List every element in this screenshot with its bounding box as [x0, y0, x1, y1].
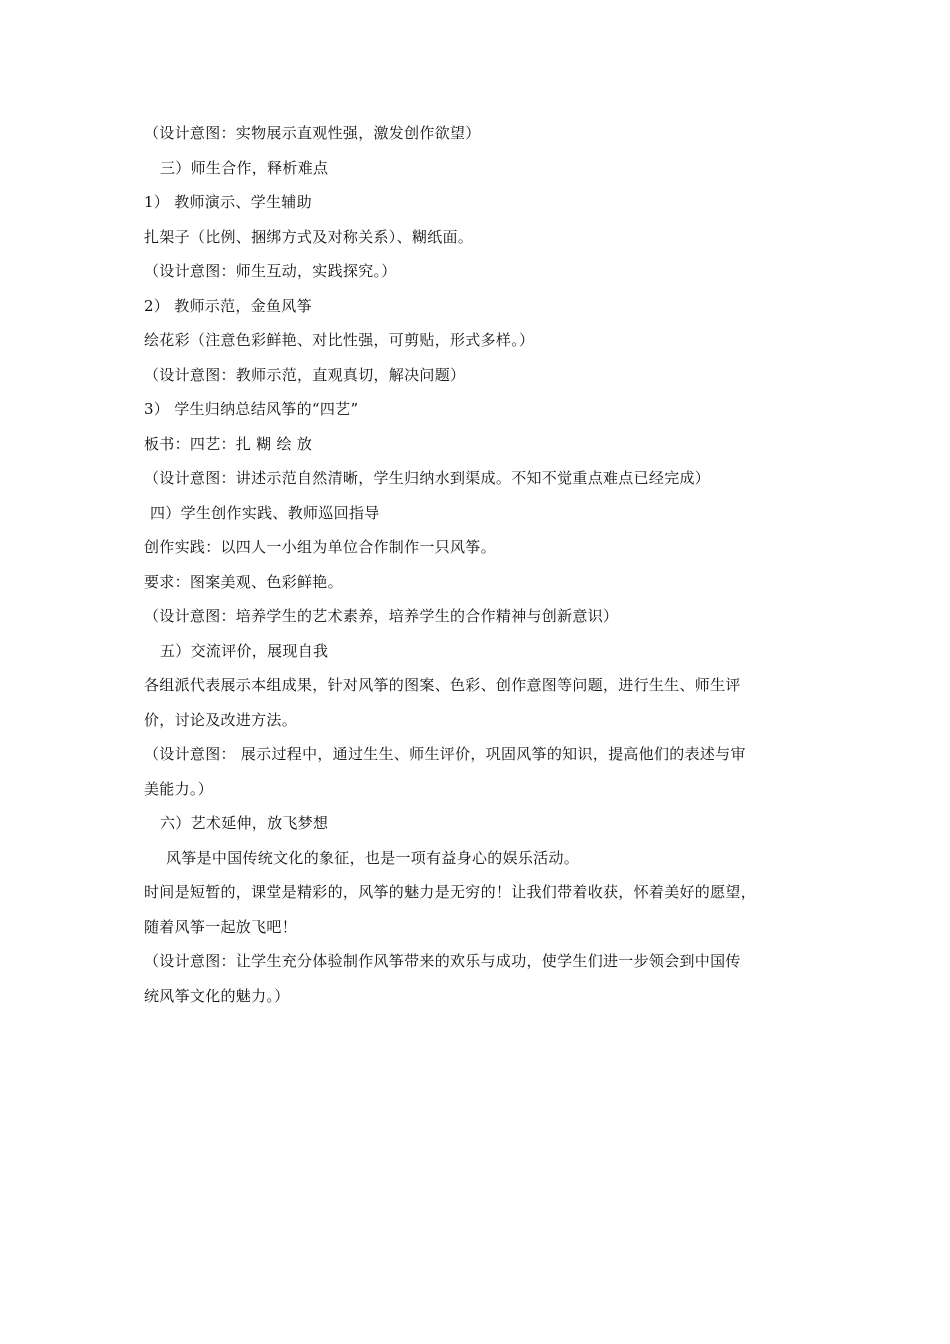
design-intent-note: （设计意图：培养学生的艺术素养，培养学生的合作精神与创新意识）: [144, 607, 619, 625]
paragraph: 随着风筝一起放飞吧！: [144, 917, 298, 936]
paragraph: 风筝是中国传统文化的象征，也是一项有益身心的娱乐活动。: [166, 848, 580, 867]
paragraph: 价，讨论及改进方法。: [144, 710, 298, 729]
paragraph: 创作实践：以四人一小组为单位合作制作一只风筝。: [144, 538, 496, 556]
design-intent-note: （设计意图： 展示过程中，通过生生、师生评价，巩固风筝的知识，提高他们的表述与审: [144, 745, 746, 763]
paragraph: 要求：图案美观、色彩鲜艳。: [144, 572, 343, 591]
paragraph: 各组派代表展示本组成果，针对风筝的图案、色彩、创作意图等问题，进行生生、师生评: [144, 676, 741, 694]
design-intent-note: （设计意图：让学生充分体验制作风筝带来的欢乐与成功，使学生们进一步领会到中国传: [144, 952, 741, 970]
blackboard-text: 板书：四艺：扎 糊 绘 放: [144, 434, 313, 453]
paragraph: 美能力。）: [144, 779, 214, 798]
section-heading-5: 五）交流评价，展现自我: [160, 641, 329, 660]
step-heading-3: 3） 学生归纳总结风筝的“四艺”: [144, 400, 359, 418]
section-heading-4: 四）学生创作实践、教师巡回指导: [150, 503, 380, 522]
paragraph: 统风筝文化的魅力。）: [144, 986, 290, 1005]
section-heading-6: 六）艺术延伸，放飞梦想: [160, 814, 329, 832]
design-intent-note: （设计意图：教师示范，直观真切，解决问题）: [144, 365, 466, 384]
paragraph: 时间是短暂的，课堂是精彩的，风筝的魅力是无穷的！让我们带着收获，怀着美好的愿望，: [144, 883, 757, 901]
design-intent-note: （设计意图：实物展示直观性强，激发创作欲望）: [144, 124, 481, 142]
document-body: [144, 116, 824, 1013]
paragraph: 扎架子（比例、捆绑方式及对称关系）、糊纸面。: [144, 227, 474, 246]
paragraph: 绘花彩（注意色彩鲜艳、对比性强，可剪贴，形式多样。）: [144, 331, 535, 349]
step-heading-2: 2） 教师示范，金鱼风筝: [144, 296, 312, 315]
design-intent-note: （设计意图：师生互动，实践探究。）: [144, 262, 397, 280]
section-heading-3: 三）师生合作，释析难点: [160, 158, 329, 177]
step-heading-1: 1） 教师演示、学生辅助: [144, 193, 312, 211]
design-intent-note: （设计意图：讲述示范自然清晰，学生归纳水到渠成。不知不觉重点难点已经完成）: [144, 469, 711, 487]
